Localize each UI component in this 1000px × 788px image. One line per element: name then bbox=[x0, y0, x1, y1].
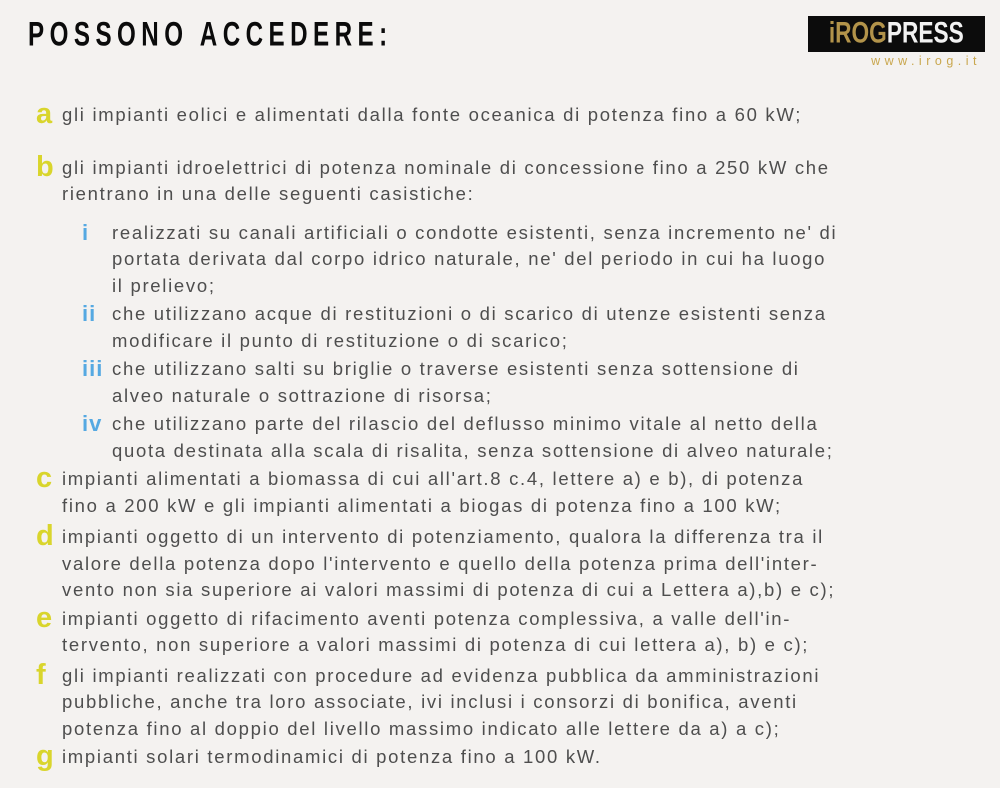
item-text-g bbox=[62, 744, 602, 771]
item-marker-ii: ii bbox=[82, 301, 97, 326]
list-block-a bbox=[36, 98, 980, 130]
item-marker-a: a bbox=[36, 98, 53, 130]
text-line: fino a 200 kW e gli impianti alimentati a biogas di potenza fino a 100 kW; bbox=[62, 494, 782, 516]
item-marker-b: b bbox=[36, 150, 54, 183]
text-line: portata derivata dal corpo idrico naturale, ne' del periodo in cui ha luogo bbox=[112, 248, 827, 269]
item-marker-f: f bbox=[36, 658, 46, 691]
list-block-c bbox=[36, 462, 980, 519]
item-text-e bbox=[62, 606, 809, 659]
text-line: impianti oggetto di un intervento di potenziamento, qualora la differenza tra il bbox=[62, 526, 824, 547]
item-marker-c: c bbox=[36, 462, 53, 494]
text-line: impianti oggetto di rifacimento aventi potenza complessiva, a valle dell'in- bbox=[62, 607, 792, 629]
text-line: impianti solari termodinamici di potenza fino a 100 kW. bbox=[62, 746, 602, 767]
item-text-ii bbox=[112, 301, 827, 354]
page-title: POSSONO ACCEDERE: bbox=[28, 14, 393, 54]
page-header bbox=[0, 0, 1000, 80]
text-line: quota destinata alla scala di risalita, senza sottensione di alveo naturale; bbox=[112, 439, 834, 461]
text-line: impianti alimentati a biomassa di cui all'art.8 c.4, lettere a) e b), di potenza bbox=[62, 468, 805, 489]
item-marker-g: g bbox=[36, 740, 54, 772]
logo-press: PRESS bbox=[887, 16, 965, 50]
text-line: gli impianti eolici e alimentati dalla fonte oceanica di potenza fino a 60 kW; bbox=[62, 104, 803, 125]
text-line: rientrano in una delle seguenti casistiche: bbox=[62, 183, 475, 204]
item-marker-iv: iv bbox=[82, 411, 103, 436]
text-line: che utilizzano salti su briglie o traverse esistenti senza sottensione di bbox=[112, 358, 800, 379]
list-item-c bbox=[36, 462, 980, 519]
item-text-d bbox=[62, 524, 835, 604]
text-line: realizzati su canali artificiali o condotte esistenti, senza incremento ne' di bbox=[112, 221, 838, 243]
list-item-f bbox=[36, 658, 980, 743]
text-line: potenza fino al doppio del livello massimo indicato alle lettere da a) a c); bbox=[62, 717, 781, 739]
text-line: alveo naturale o sottrazione di risorsa; bbox=[112, 384, 493, 406]
item-marker-iii: iii bbox=[82, 356, 104, 381]
text-line: modificare il punto di restituzione o di scarico; bbox=[112, 329, 569, 351]
item-marker-i: i bbox=[82, 219, 90, 245]
text-line: gli impianti realizzati con procedure ad evidenza pubblica da amministrazioni bbox=[62, 664, 821, 686]
list-block-b bbox=[36, 150, 980, 465]
item-marker-e: e bbox=[36, 601, 53, 634]
text-line: che utilizzano parte del rilascio del deflusso minimo vitale al netto della bbox=[112, 413, 819, 434]
list-block-e bbox=[36, 601, 980, 659]
item-text-a bbox=[62, 102, 802, 129]
item-text-iii bbox=[112, 356, 800, 409]
text-line: il prelievo; bbox=[112, 274, 216, 296]
text-line: vento non sia superiore ai valori massimi di potenza di cui a Lettera a),b) e c); bbox=[62, 579, 836, 600]
irogpress-logo bbox=[808, 16, 985, 68]
list-item-g bbox=[36, 740, 980, 772]
list-block-g bbox=[36, 740, 980, 772]
text-line: pubbliche, anche tra loro associate, ivi inclusi i consorzi di bonifica, aventi bbox=[62, 691, 798, 712]
sub-item-ii bbox=[82, 301, 980, 354]
sub-item-iii bbox=[82, 356, 980, 409]
item-marker-d: d bbox=[36, 520, 54, 552]
text-line: gli impianti idroelettrici di potenza nominale di concessione fino a 250 kW che bbox=[62, 156, 830, 178]
list-block-d bbox=[36, 520, 980, 604]
item-text-iv bbox=[112, 411, 834, 464]
list-item-e bbox=[36, 601, 980, 659]
logo-wordmark bbox=[829, 17, 964, 49]
item-text-f bbox=[62, 663, 820, 743]
list-item-d bbox=[36, 520, 980, 604]
list-block-f bbox=[36, 658, 980, 743]
list-item-b bbox=[36, 150, 980, 208]
logo-irog: iROG bbox=[829, 16, 888, 50]
access-list bbox=[0, 80, 1000, 771]
item-text-b bbox=[62, 155, 830, 208]
text-line: che utilizzano acque di restituzioni o di scarico di utenze esistenti senza bbox=[112, 303, 827, 324]
text-line: tervento, non superiore a valori massimi di potenza di cui lettera a), b) e c); bbox=[62, 634, 810, 655]
sub-item-i bbox=[82, 220, 980, 300]
list-item-a bbox=[36, 98, 980, 130]
sub-item-iv bbox=[82, 411, 980, 464]
text-line: valore della potenza dopo l'intervento e quello della potenza prima dell'inter- bbox=[62, 552, 819, 574]
item-text-i bbox=[112, 220, 837, 300]
logo-url: www.irog.it bbox=[871, 54, 981, 68]
item-text-c bbox=[62, 466, 804, 519]
logo-box bbox=[808, 16, 985, 52]
